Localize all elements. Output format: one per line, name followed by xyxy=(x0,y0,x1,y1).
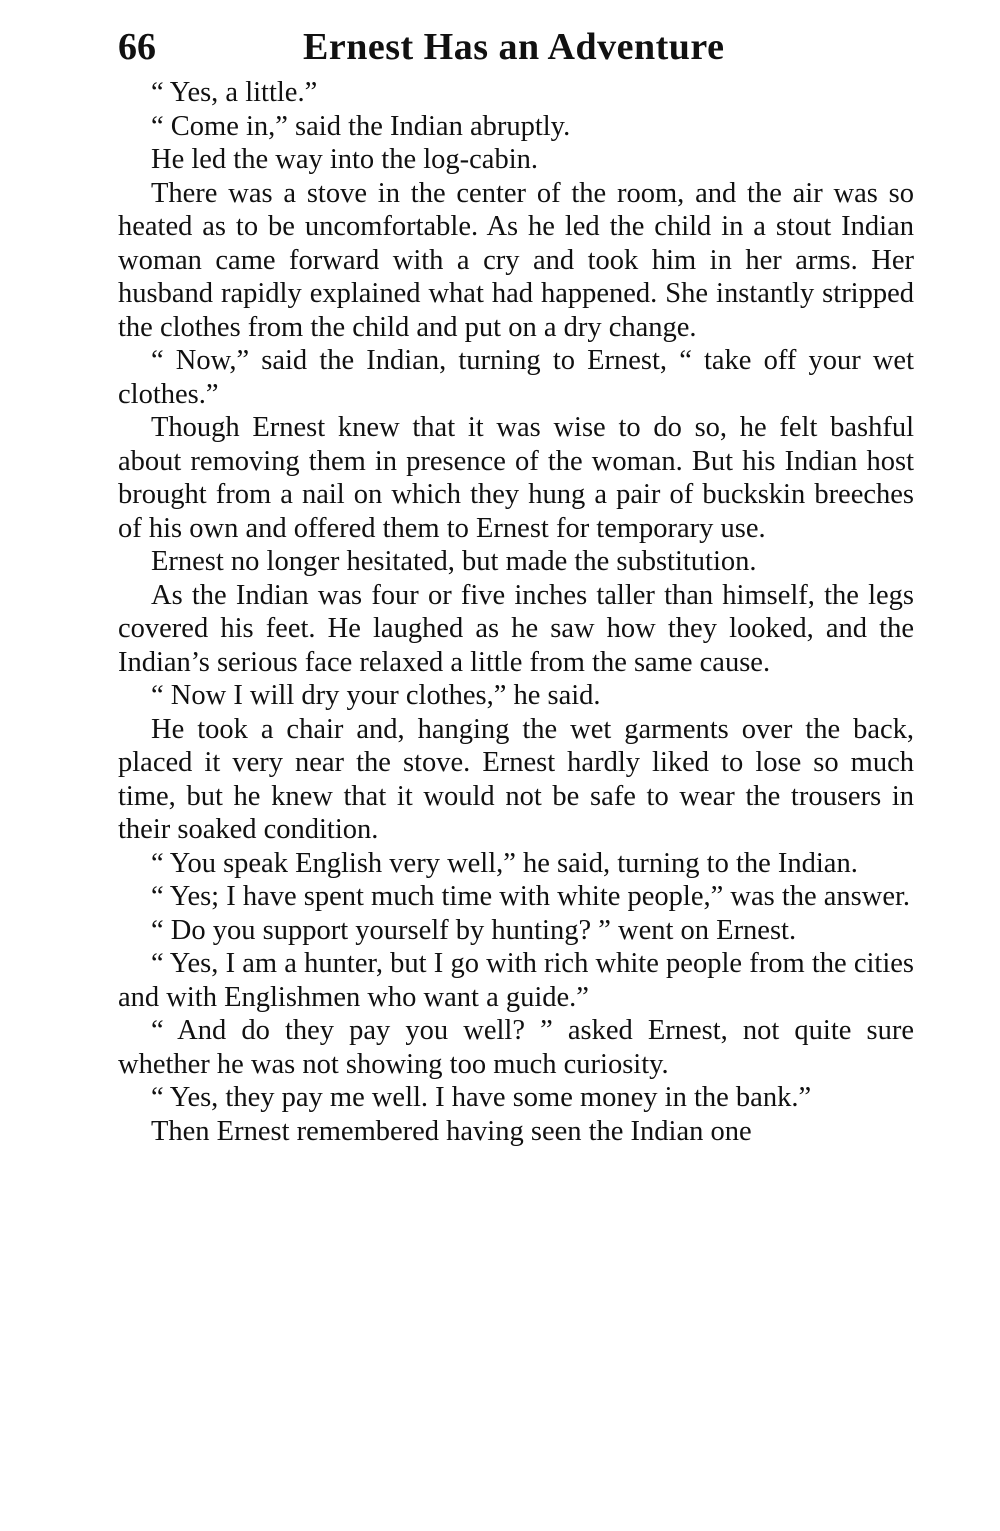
paragraph: Ernest no longer hesitated, but made the substitution. xyxy=(151,546,757,577)
book-page xyxy=(118,18,914,1148)
paragraph: “ And do they pay you well? ” asked Ernest, not quite sure whether he was not showing too much curiosity. xyxy=(118,1015,914,1080)
running-title: Ernest Has an Adventure xyxy=(303,26,725,68)
paragraph: He led the way into the log-cabin. xyxy=(151,144,539,175)
page-body xyxy=(118,76,914,1148)
page-header xyxy=(118,18,914,76)
paragraph: “ Do you support yourself by hunting? ” went on Ernest. xyxy=(151,914,797,946)
paragraph: He took a chair and, hanging the wet garments over the back, placed it very near the stove. Ernest hardly liked to lose so much time, but he knew that it would not be safe to wear the trousers in their soaked condition. xyxy=(118,713,914,845)
paragraph: “ Now I will dry your clothes,” he said. xyxy=(151,680,601,711)
paragraph: Though Ernest knew that it was wise to do so, he felt bashful about removing them in presence of the woman. But his Indian host brought from a nail on which they hung a pair of buckskin breeches of his own and offered them to Ernest for temporary use. xyxy=(118,412,914,544)
paragraph: As the Indian was four or five inches taller than himself, the legs covered his feet. He laughed as he saw how they looked, and the Indian’s serious face relaxed a little from the same cause. xyxy=(118,579,914,678)
paragraph: “ Yes, a little.” xyxy=(151,77,318,108)
paragraph: Then Ernest remembered having seen the Indian one xyxy=(151,1115,752,1147)
paragraph: “ Yes, they pay me well. I have some money in the bank.” xyxy=(151,1082,812,1113)
paragraph: There was a stove in the center of the room, and the air was so heated as to be uncomfortable. As he led the child in a stout Indian woman came forward with a cry and took him in her arms. Her husband rapidly explained what had happened. She instantly stripped the clothes from the child and put on a dry change. xyxy=(118,177,914,343)
page-number: 66 xyxy=(118,26,156,68)
paragraph: “ Come in,” said the Indian abruptly. xyxy=(151,110,571,142)
paragraph: “ You speak English very well,” he said, turning to the Indian. xyxy=(151,847,858,879)
paragraph: “ Yes; I have spent much time with white people,” was the answer. xyxy=(151,881,911,912)
paragraph: “ Now,” said the Indian, turning to Ernest, “ take off your wet clothes.” xyxy=(118,345,914,410)
paragraph: “ Yes, I am a hunter, but I go with rich white people from the cities and with Englishmen who want a guide.” xyxy=(118,948,914,1013)
